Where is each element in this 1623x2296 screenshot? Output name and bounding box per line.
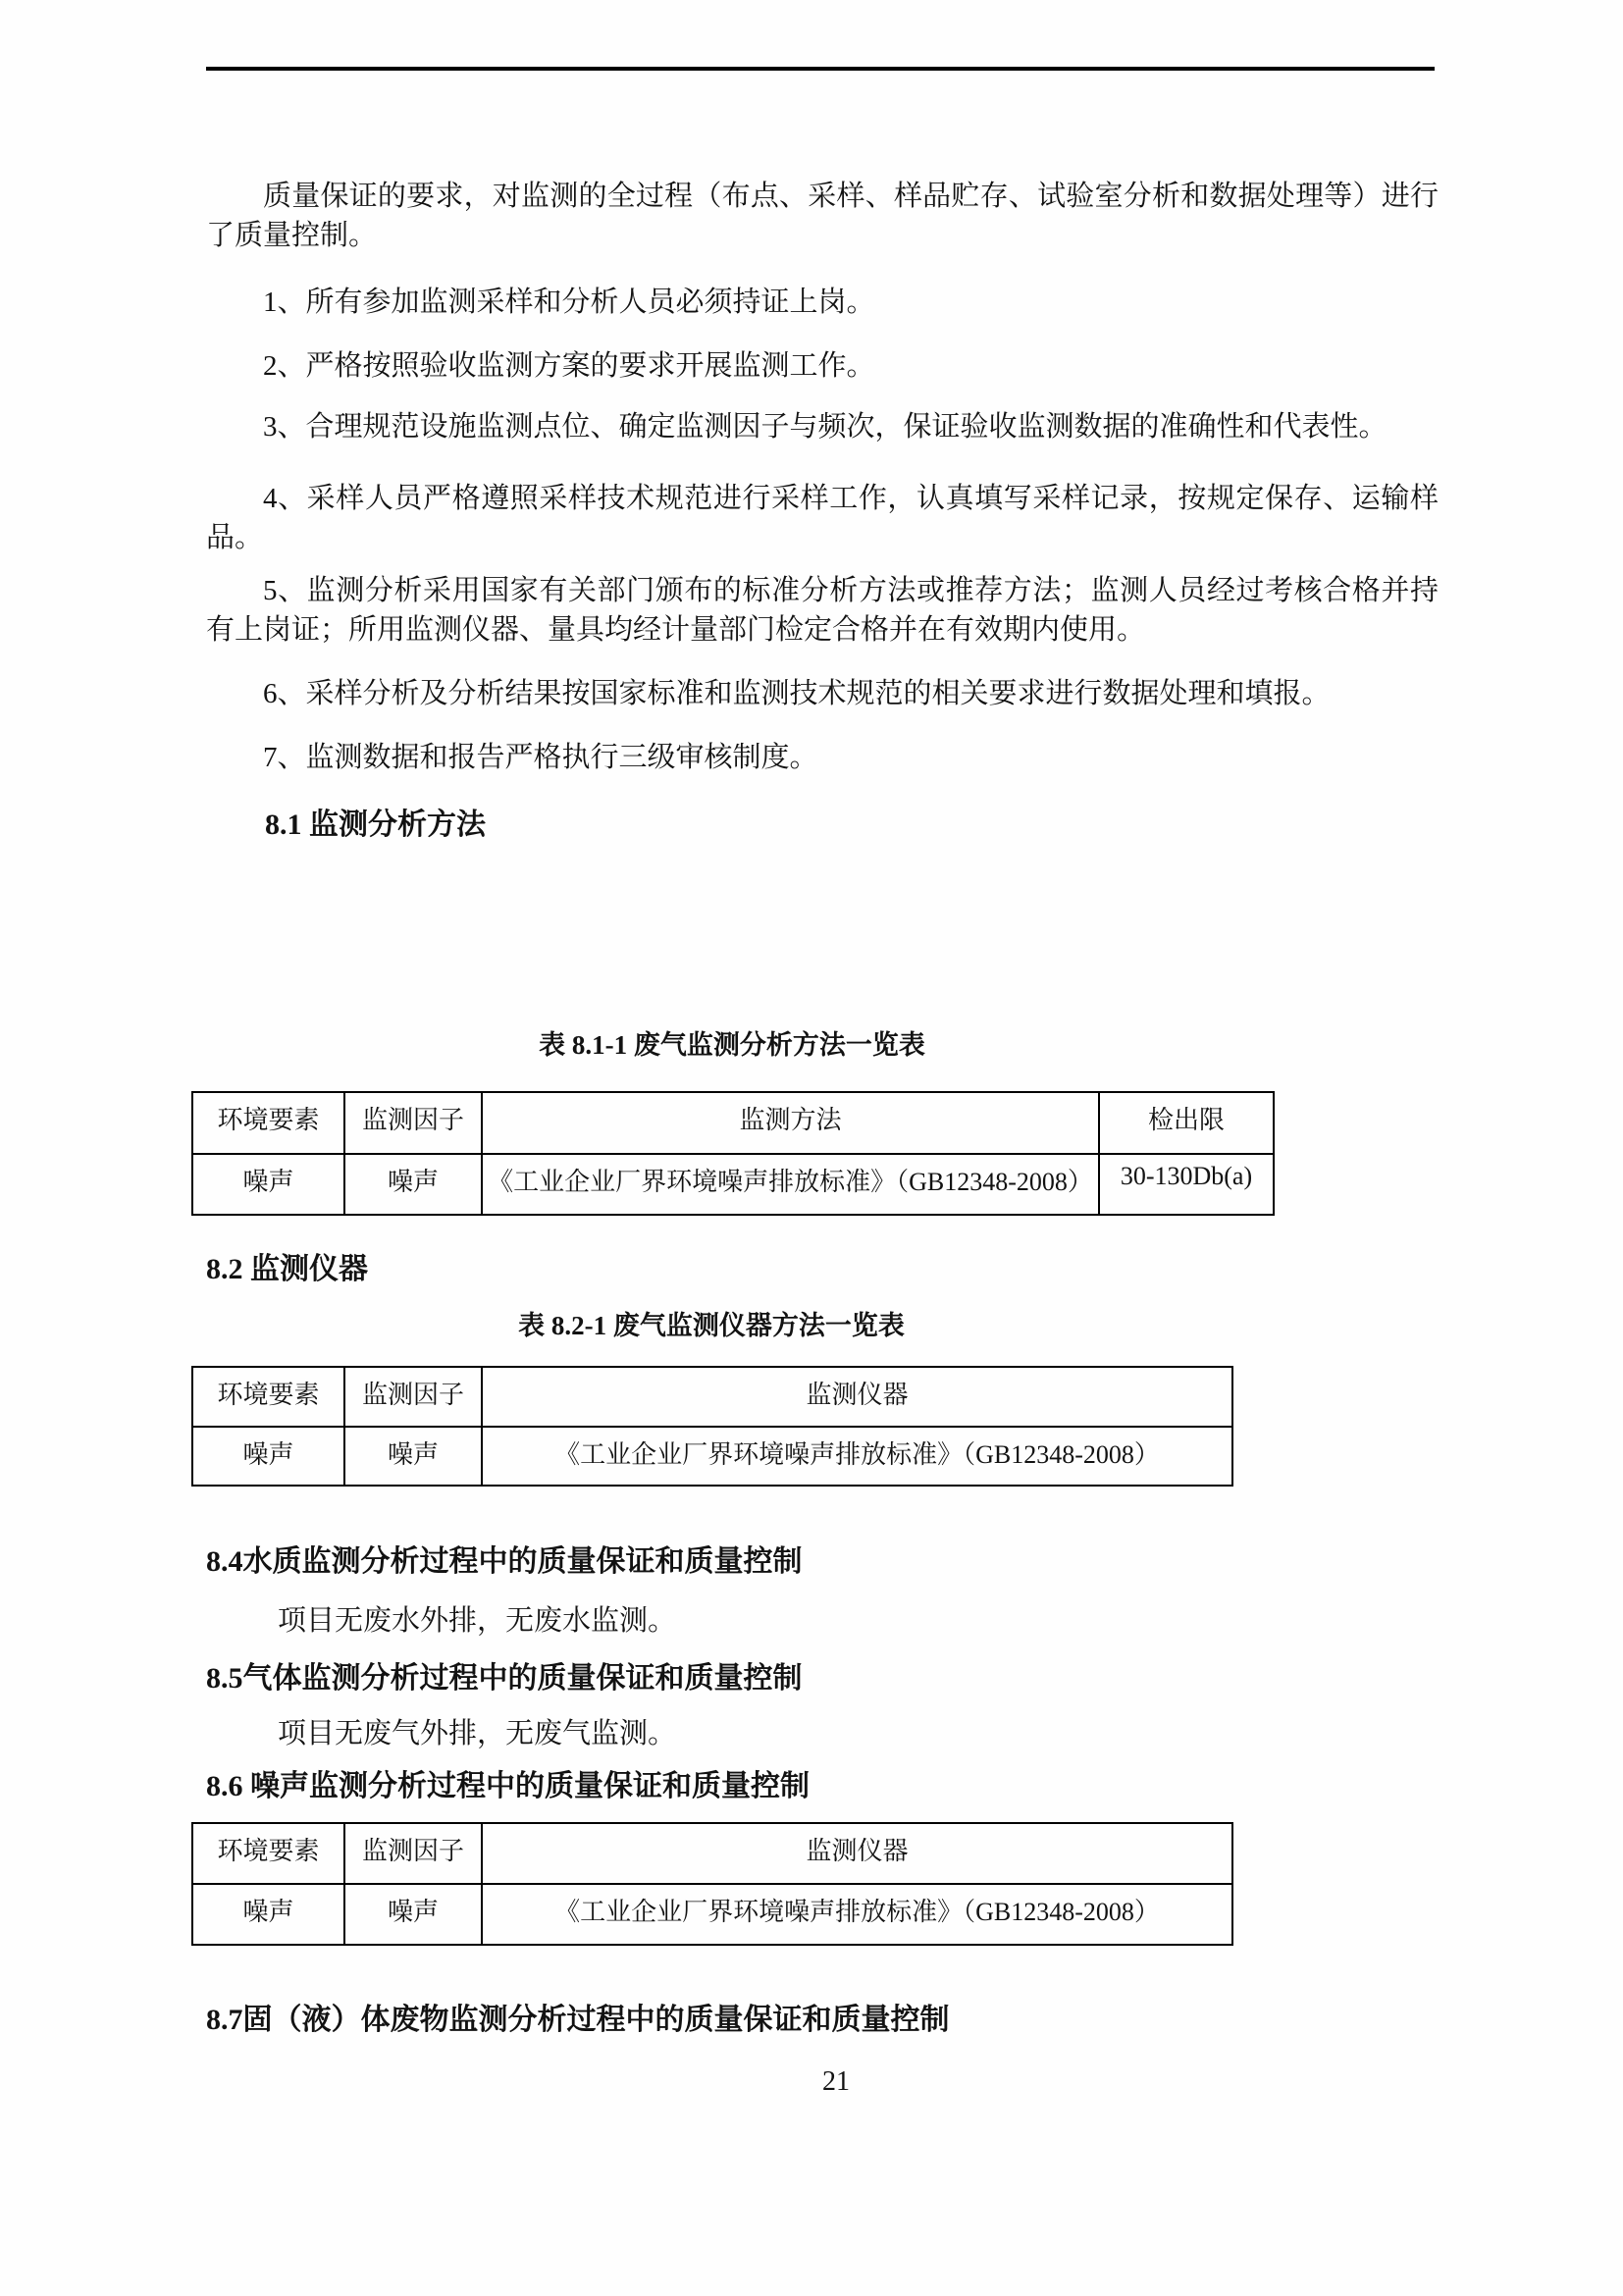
table-8-2-1-title: 表 8.2-1 废气监测仪器方法一览表 xyxy=(518,1311,905,1340)
table-cell-detection-limit: 30-130Db(a) xyxy=(1099,1154,1274,1215)
table-header-row xyxy=(192,1092,1274,1154)
table-row xyxy=(192,1427,1232,1486)
heading-8-4: 8.4水质监测分析过程中的质量保证和质量控制 xyxy=(206,1545,803,1578)
column-header-monitoring-factor: 监测因子 xyxy=(344,1823,482,1884)
column-header-environment-element: 环境要素 xyxy=(192,1823,344,1884)
table-8-1-1-title: 表 8.1-1 废气监测分析方法一览表 xyxy=(539,1030,925,1060)
table-cell-environment-element: 噪声 xyxy=(192,1154,344,1215)
column-header-monitoring-factor: 监测因子 xyxy=(344,1092,482,1154)
list-item-6: 6、采样分析及分析结果按国家标准和监测技术规范的相关要求进行数据处理和填报。 xyxy=(263,678,1331,709)
table-cell-monitoring-factor: 噪声 xyxy=(344,1154,482,1215)
list-item-5: 5、监测分析采用国家有关部门颁布的标准分析方法或推荐方法；监测人员经过考核合格并持有上岗证；所用监测仪器、量具均经计量部门检定合格并在有效期内使用。 xyxy=(206,575,1439,646)
table-8-1-1 xyxy=(191,1091,1275,1216)
list-item-4: 4、采样人员严格遵照采样技术规范进行采样工作，认真填写采样记录，按规定保存、运输样品。 xyxy=(206,483,1439,553)
paragraph-intro: 质量保证的要求，对监测的全过程（布点、采样、样品贮存、试验室分析和数据处理等）进行了质量控制。 xyxy=(206,181,1439,251)
column-header-monitoring-instrument: 监测仪器 xyxy=(482,1823,1232,1884)
table-8-2-1 xyxy=(191,1366,1233,1487)
table-row xyxy=(192,1884,1232,1945)
heading-8-1: 8.1 监测分析方法 xyxy=(265,809,486,841)
table-header-row xyxy=(192,1823,1232,1884)
column-header-environment-element: 环境要素 xyxy=(192,1367,344,1427)
column-header-monitoring-method: 监测方法 xyxy=(482,1092,1099,1154)
table-cell-environment-element: 噪声 xyxy=(192,1884,344,1945)
table-cell-monitoring-instrument: 《工业企业厂界环境噪声排放标准》（GB12348-2008） xyxy=(482,1884,1232,1945)
heading-8-6: 8.6 噪声监测分析过程中的质量保证和质量控制 xyxy=(206,1770,810,1802)
paragraph-no-wastewater: 项目无废水外排，无废水监测。 xyxy=(278,1605,677,1637)
column-header-environment-element: 环境要素 xyxy=(192,1092,344,1154)
table-cell-monitoring-method: 《工业企业厂界环境噪声排放标准》（GB12348-2008） xyxy=(482,1154,1099,1215)
list-item-1: 1、所有参加监测采样和分析人员必须持证上岗。 xyxy=(263,287,875,318)
list-item-7: 7、监测数据和报告严格执行三级审核制度。 xyxy=(263,742,818,773)
heading-8-2: 8.2 监测仪器 xyxy=(206,1253,368,1285)
list-item-2: 2、严格按照验收监测方案的要求开展监测工作。 xyxy=(263,350,875,382)
heading-8-7: 8.7固（液）体废物监测分析过程中的质量保证和质量控制 xyxy=(206,2004,950,2036)
table-cell-monitoring-instrument: 《工业企业厂界环境噪声排放标准》（GB12348-2008） xyxy=(482,1427,1232,1486)
list-item-3: 3、合理规范设施监测点位、确定监测因子与频次，保证验收监测数据的准确性和代表性。 xyxy=(263,411,1387,443)
table-cell-monitoring-factor: 噪声 xyxy=(344,1884,482,1945)
column-header-monitoring-instrument: 监测仪器 xyxy=(482,1367,1232,1427)
heading-8-5: 8.5气体监测分析过程中的质量保证和质量控制 xyxy=(206,1662,803,1695)
page-number: 21 xyxy=(822,2066,850,2097)
column-header-monitoring-factor: 监测因子 xyxy=(344,1367,482,1427)
table-cell-environment-element: 噪声 xyxy=(192,1427,344,1486)
table-row xyxy=(192,1154,1274,1215)
table-8-6 xyxy=(191,1822,1233,1946)
table-cell-monitoring-factor: 噪声 xyxy=(344,1427,482,1486)
header-rule xyxy=(206,67,1435,71)
table-header-row xyxy=(192,1367,1232,1427)
column-header-detection-limit: 检出限 xyxy=(1099,1092,1274,1154)
paragraph-no-gas: 项目无废气外排，无废气监测。 xyxy=(278,1718,677,1749)
